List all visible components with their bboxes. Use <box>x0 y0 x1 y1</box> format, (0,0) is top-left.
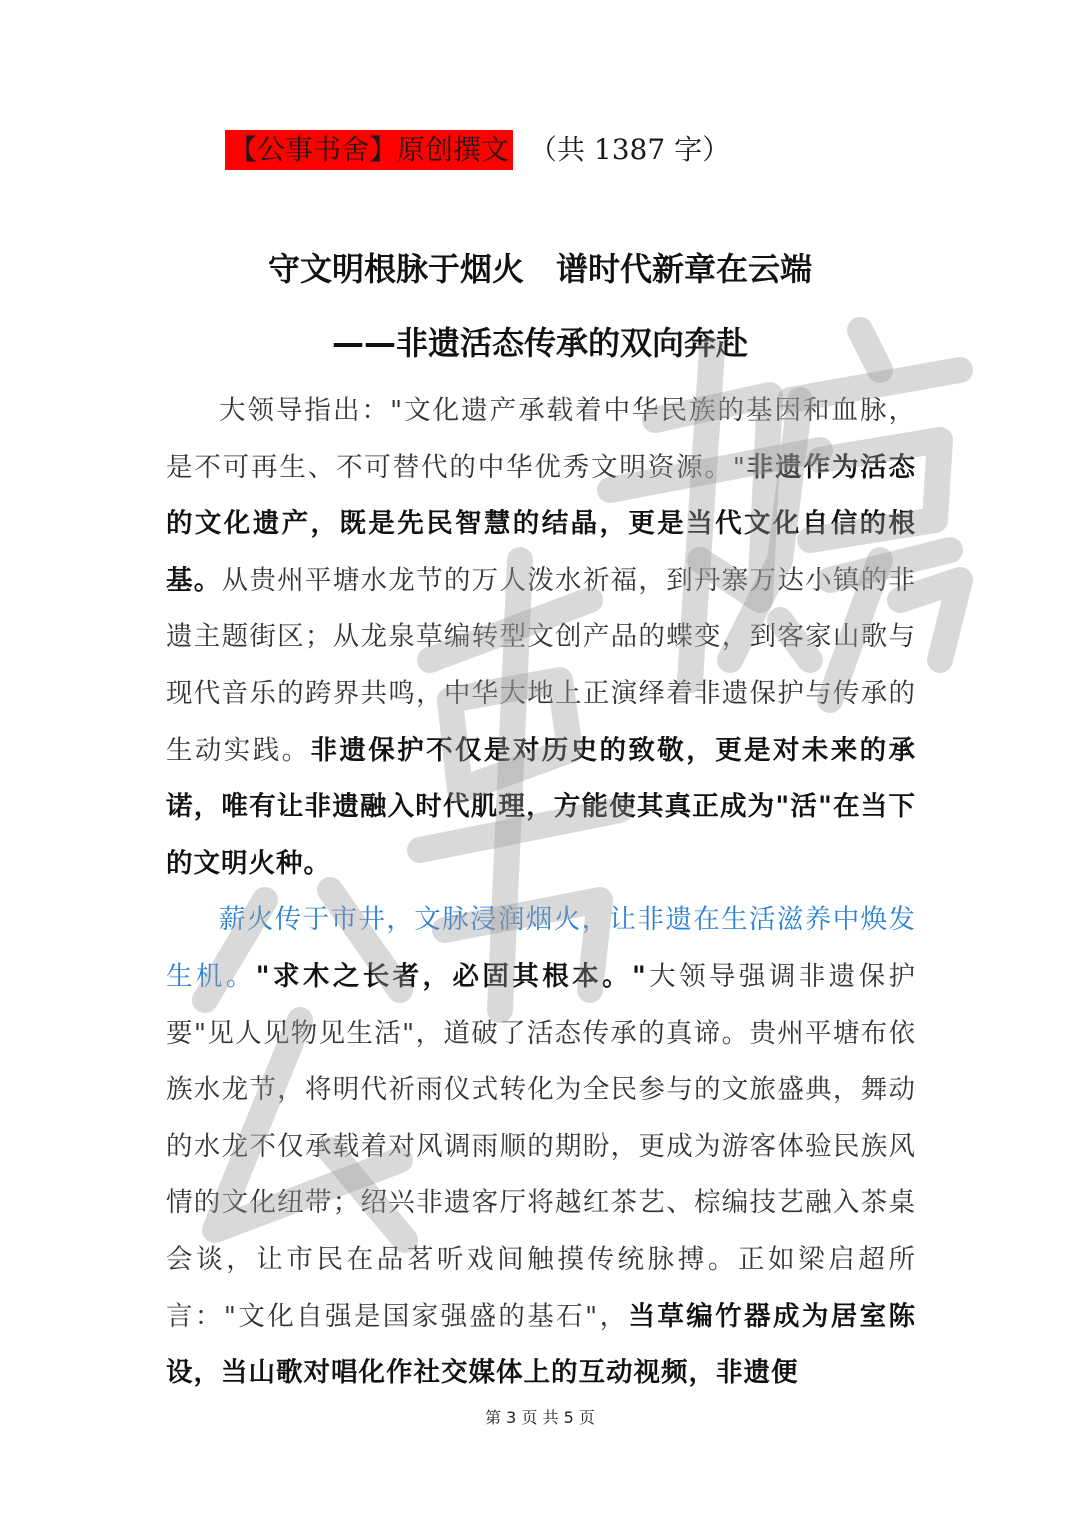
bold-text-segment: 非遗作为活态的文化遗产，既是先民智慧的结晶，更是当代文化自信的根基。 <box>166 451 916 596</box>
article-title: 守文明根脉于烟火 谱时代新章在云端 <box>267 250 812 288</box>
article-body <box>166 383 916 1402</box>
paragraph <box>166 892 916 1401</box>
highlight-heading: 薪火传于市井，文脉浸润烟火，让非遗在生活滋养中焕发生机。 <box>166 904 916 992</box>
word-count: （共 1387 字） <box>529 133 731 166</box>
bold-text-segment: "求木之长者，必固其根本。" <box>255 960 647 992</box>
text-segment: 大领导指出："文化遗产承载着中华民族的基因和血脉，是不可再生、不可替代的中华优秀文明资源。" <box>166 395 916 483</box>
text-segment: 大领导强调非遗保护要"见人见物见生活"，道破了活态传承的真谛。贵州平塘布依族水龙节，将明代祈雨仪式转化为全民参与的文旅盛典，舞动的水龙不仅承载着对风调雨顺的期盼，更成为游客体验民族风情的文化纽带；绍兴非遗客厅将越红茶艺、棕编技艺融入茶桌会谈，让市民在品茗听戏间触摸传统脉搏。正如梁启超所言："文化自强是国家强盛的基石"， <box>166 960 917 1332</box>
bold-text-segment: 当草编竹器成为居室陈设，当山歌对唱化作社交媒体上的互动视频，非遗便 <box>166 1300 916 1389</box>
bold-text-segment: 非遗保护不仅是对历史的致敬，更是对未来的承诺，唯有让非遗融入时代肌理，方能使其真正成为"活"在当下的文明火种。 <box>166 734 916 879</box>
text-segment: 从贵州平塘水龙节的万人泼水祈福，到丹寨万达小镇的非遗主题街区；从龙泉草编转型文创产品的蝶变，到客家山歌与现代音乐的跨界共鸣，中华大地上正演绎着非遗保护与传承的生动实践。 <box>166 564 917 766</box>
header-line <box>225 130 730 170</box>
source-badge: 【公事书舍】原创撰文 <box>225 130 513 170</box>
article-subtitle: ——非遗活态传承的双向奔赴 <box>331 324 748 362</box>
paragraph <box>166 383 916 892</box>
page-number: 第 3 页 共 5 页 <box>485 1408 595 1427</box>
